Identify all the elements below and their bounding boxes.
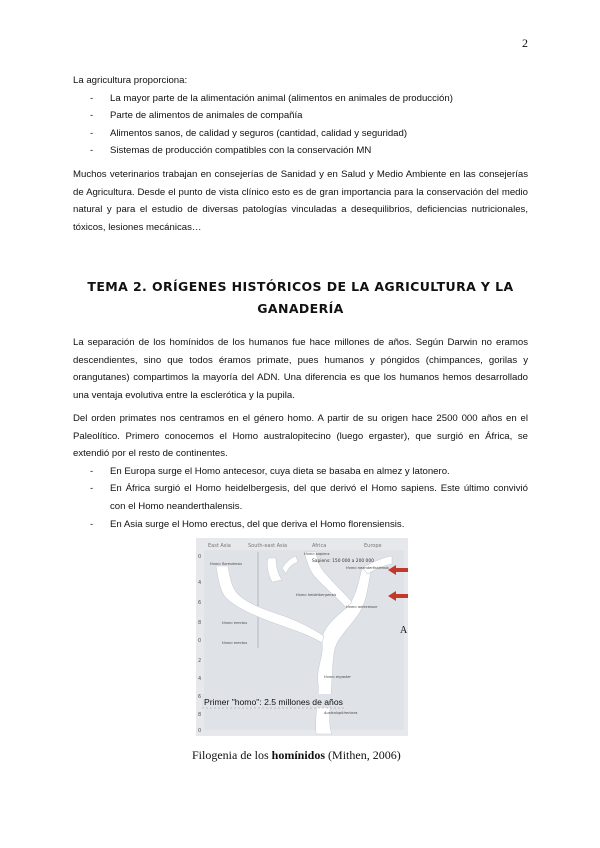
- phylogeny-diagram: [196, 538, 408, 736]
- list-item: - En Asia surge el Homo erectus, del que deriva el Homo florensiensis.: [73, 516, 528, 534]
- species-label: Homo floresiensis: [210, 562, 243, 566]
- y-tick-label: 6: [198, 600, 202, 606]
- continents-list: [73, 463, 528, 533]
- region-label: South-east Asia: [248, 543, 288, 549]
- list-item: - Sistemas de producción compatibles con la conservación MN: [73, 142, 528, 160]
- intro-lead: La agricultura proporciona:: [73, 75, 188, 86]
- y-tick-label: 2: [198, 658, 202, 664]
- species-label: Homo antecessor: [346, 605, 378, 609]
- intro-list: [73, 90, 528, 160]
- caption-text: (Mithen, 2006): [325, 748, 401, 762]
- caption-bold: homínidos: [271, 748, 326, 762]
- region-label: Europe: [364, 543, 382, 549]
- paragraph-primates: Del orden primates nos centramos en el género homo. A partir de su origen hace 2500 000 años en el Paleolítico. Primero conocemos el Homo australopitecino (luego ergaster), que surgió en África, se extendió por el resto de continentes.: [73, 413, 528, 460]
- intro-section: [73, 72, 528, 160]
- species-label: Homo sapiens: [304, 552, 330, 556]
- list-item: - En África surgió el Homo heidelbergesis, del que derivó el Homo sapiens. Este último convivió con el Homo neanderthalensis.: [73, 480, 528, 515]
- region-label: Africa: [312, 543, 327, 549]
- list-item: - La mayor parte de la alimentación animal (alimentos en animales de producción): [73, 90, 528, 108]
- paragraph-separacion: La separación de los homínidos de los humanos fue hace millones de años. Según Darwin no eramos descendientes, sino que todos éramos primate, pues humanos y póngidos (chimpances, gorilas y orangutanes) compartimos la mayoría del ADN. Una diferencia es que los humanos hemos desarrollado una ventaja evolutiva entre la esclerótica y la pupila.: [73, 337, 528, 401]
- page-number: 2: [522, 36, 528, 50]
- y-tick-label: 6: [198, 694, 202, 700]
- first-homo-note: Primer "homo": 2.5 millones de años: [204, 697, 343, 707]
- y-tick-label: 0: [198, 554, 202, 560]
- species-label: Homo erectus: [222, 641, 248, 645]
- y-tick-label: 8: [198, 712, 202, 718]
- paragraph-veterinarios: Muchos veterinarios trabajan en consejerías de Sanidad y en Salud y Medio Ambiente en las consejerías de Agricultura. Desde el punto de vista clínico esto es de gran importancia para la conservación del medio natural y para el estudio de diversas patologías vinculadas a desequilibrios, deficiencias nutricionales, tóxicos, lesiones mecánicas…: [73, 169, 528, 233]
- y-tick-label: 0: [198, 638, 202, 644]
- side-label: A: [400, 625, 408, 636]
- species-label: Homo neanderthalensis: [346, 566, 389, 570]
- section-title: TEMA 2. ORÍGENES HISTÓRICOS DE LA AGRICULTURA Y LA GANADERÍA: [87, 279, 514, 316]
- y-tick-label: 0: [198, 728, 202, 734]
- species-dates: Sapiens: 150 000 a 200 000: [312, 559, 374, 564]
- list-item: - Alimentos sanos, de calidad y seguros (cantidad, calidad y seguridad): [73, 125, 528, 143]
- caption-text: Filogenia de los: [192, 748, 272, 762]
- phylogeny-figure: [196, 538, 408, 736]
- species-label: Homo erectus: [222, 621, 248, 625]
- region-label: East Asia: [208, 543, 231, 549]
- y-tick-label: 4: [198, 676, 202, 682]
- figure-caption: [192, 748, 401, 763]
- list-item: - Parte de alimentos de animales de compañía: [73, 107, 528, 125]
- y-tick-label: 4: [198, 580, 202, 586]
- y-tick-label: 8: [198, 620, 202, 626]
- primates-section: [73, 410, 528, 533]
- species-label: Homo ergaster: [324, 675, 351, 679]
- list-item: - En Europa surge el Homo antecesor, cuya dieta se basaba en almez y latonero.: [73, 463, 528, 481]
- species-label: Homo heidelbergensis: [296, 593, 337, 597]
- species-label: Australopithecines: [324, 711, 358, 715]
